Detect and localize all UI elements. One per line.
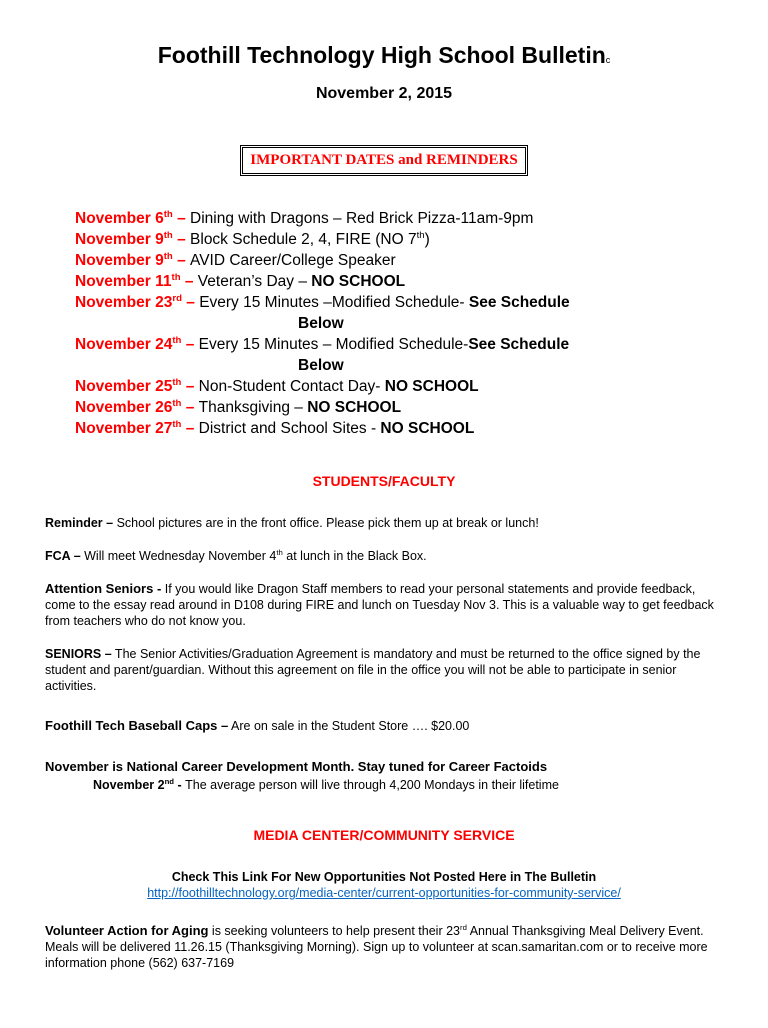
career-month-heading: November is National Career Development Month. Stay tuned for Career Factoids (45, 759, 548, 774)
date-label: November 9th – (75, 229, 191, 248)
date-item-nov9b: November 9th – AVID Career/College Speaker (75, 250, 396, 269)
check-link-heading: Check This Link For New Opportunities Not Posted Here in The Bulletin (171, 870, 597, 884)
career-factoid-lead: November 2nd - (93, 776, 186, 792)
fca-paragraph: FCA – Will meet Wednesday November 4th at lunch in the Black Box. (45, 547, 427, 563)
date-item-nov27: November 27th – District and School Sites - NO SCHOOL (75, 418, 475, 437)
date-item-nov23: November 23rd – Every 15 Minutes –Modified Schedule- See Schedule (75, 292, 570, 311)
date-label: November 9th – (75, 250, 191, 269)
date-item-nov23-below: Below (298, 315, 344, 332)
bulletin-date: November 2, 2015 (315, 85, 453, 102)
community-service-link[interactable]: http://foothilltechnology.org/media-center/current-opportunities-for-community-service/ (147, 886, 621, 900)
title-mark: c (605, 55, 611, 65)
date-item-nov24-below: Below (298, 357, 344, 374)
date-item-nov26: November 26th – Thanksgiving – NO SCHOOL (75, 397, 402, 416)
date-item-nov9a: November 9th – Block Schedule 2, 4, FIRE (NO 7th) (75, 229, 430, 248)
banner-wrap (45, 145, 723, 176)
baseball-caps-lead: Foothill Tech Baseball Caps – (45, 718, 229, 733)
date-label: November 25th – (75, 376, 199, 395)
section-heading-media-center: MEDIA CENTER/COMMUNITY SERVICE (253, 827, 515, 843)
date-label: November 6th – (75, 208, 191, 227)
volunteer-lead: Volunteer Action for Aging (45, 923, 209, 938)
date-label: November 27th – (75, 418, 199, 437)
attention-seniors-lead: Attention Seniors - (45, 581, 162, 596)
reminder-lead: Reminder – (45, 516, 114, 530)
seniors-paragraph: SENIORS – The Senior Activities/Graduation Agreement is mandatory and must be returned to the office signed by the student and parent/guardian. Without this agreement on file in the office you will not be able to participate in senior activities. (45, 647, 701, 693)
seniors-lead: SENIORS – (45, 647, 112, 661)
reminder-paragraph: Reminder – School pictures are in the front office. Please pick them up at break or lunch! (45, 516, 539, 530)
date-item-nov11: November 11th – Veteran’s Day – NO SCHOOL (75, 271, 406, 290)
date-item-nov25: November 25th – Non-Student Contact Day- NO SCHOOL (75, 376, 479, 395)
date-item-nov24: November 24th – Every 15 Minutes – Modified Schedule-See Schedule (75, 334, 570, 353)
career-factoid: November 2nd - The average person will live through 4,200 Mondays in their lifetime (93, 776, 559, 792)
attention-seniors-paragraph: Attention Seniors - If you would like Dragon Staff members to read your personal statements and provide feedback, come to the essay read around in D108 during FIRE and lunch on Tuesday Nov 3. This is a valuable way to get feedback from teachers who do not know you. (45, 581, 714, 628)
fca-lead: FCA – (45, 549, 81, 563)
date-label: November 23rd – (75, 292, 200, 311)
baseball-caps-paragraph: Foothill Tech Baseball Caps – Are on sale in the Student Store …. $20.00 (45, 718, 470, 733)
date-label: November 26th – (75, 397, 199, 416)
important-dates-list (75, 208, 723, 439)
important-dates-banner: IMPORTANT DATES and REMINDERS (240, 145, 527, 176)
date-item-nov6: November 6th – Dining with Dragons – Red Brick Pizza-11am-9pm (75, 208, 534, 227)
page-title: Foothill Technology High School Bulletinc (157, 42, 611, 68)
section-heading-students-faculty: STUDENTS/FACULTY (312, 473, 456, 489)
volunteer-paragraph: Volunteer Action for Aging is seeking volunteers to help present their 23rd Annual Thanksgiving Meal Delivery Event. Meals will be delivered 11.26.15 (Thanksgiving Morning). Sign up to volunteer at scan.samaritan.com or to receive more information phone (562) 637-7169 (45, 922, 708, 970)
date-label: November 24th – (75, 334, 199, 353)
date-label: November 11th – (75, 271, 198, 290)
community-service-link-line (45, 885, 723, 901)
